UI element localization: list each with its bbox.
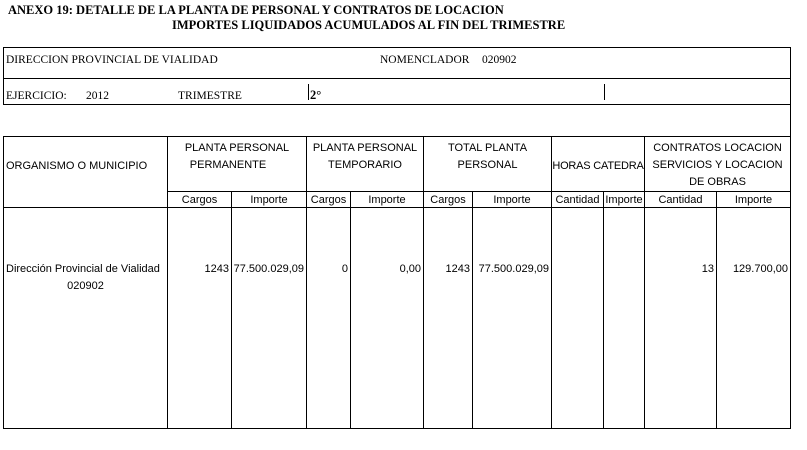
info-box-top-border: [3, 47, 790, 48]
info-box-row-divider-2: [3, 104, 790, 105]
ejercicio-value: 2012: [86, 90, 109, 102]
report-subtitle: IMPORTES LIQUIDADOS ACUMULADOS AL FIN DEL TRIMESTRE: [172, 18, 566, 32]
subheader-horas-cantidad: Cantidad: [555, 194, 600, 206]
trimestre-value: 2°: [310, 88, 322, 102]
col-border-horas-importe: [603, 191, 604, 429]
subheader-contr-importe: Importe: [734, 194, 773, 206]
ejercicio-label: EJERCICIO:: [6, 90, 67, 102]
col-border-total: [423, 136, 424, 429]
header-temporario-line2: TEMPORARIO: [328, 159, 402, 171]
subheader-total-cargos: Cargos: [430, 194, 466, 206]
cell-contr-cantidad: 13: [701, 263, 714, 275]
header-contratos-line1: CONTRATOS LOCACION: [653, 142, 782, 154]
cell-total-importe: 77.500.029,09: [478, 263, 549, 275]
header-temporario-line1: PLANTA PERSONAL: [312, 142, 418, 154]
trimestre-divider: [308, 84, 309, 100]
table-header-bottom: [3, 207, 791, 208]
col-border-temp-importe: [350, 191, 351, 429]
header-permanente-line2: PERMANENTE: [189, 159, 267, 171]
info-box-row-divider: [3, 78, 790, 79]
header-permanente-line1: PLANTA PERSONAL: [184, 142, 290, 154]
organismo-name: DIRECCION PROVINCIAL DE VIALIDAD: [6, 54, 218, 66]
col-border-temp: [306, 136, 307, 429]
cell-temp-cargos: 0: [341, 263, 348, 275]
header-horas: HORAS CATEDRA: [552, 160, 644, 172]
row-organismo-line1: Dirección Provincial de Vialidad: [6, 263, 160, 275]
header-contratos-line2: SERVICIOS Y LOCACION: [652, 159, 783, 171]
header-organismo: ORGANISMO O MUNICIPIO: [6, 160, 148, 172]
info-box-left-border: [3, 47, 4, 104]
report-title: ANEXO 19: DETALLE DE LA PLANTA DE PERSONAL Y CONTRATOS DE LOCACION: [8, 3, 504, 17]
subheader-perm-cargos: Cargos: [181, 194, 218, 206]
row-organismo-line2: 020902: [67, 280, 104, 292]
nomenclador-label: NOMENCLADOR: [380, 54, 470, 66]
col-border-right: [790, 136, 791, 429]
col-border-horas: [551, 136, 552, 429]
subheader-total-importe: Importe: [493, 194, 531, 206]
cell-contr-importe: 129.700,00: [732, 263, 788, 275]
subheader-temp-importe: Importe: [368, 194, 406, 206]
cell-perm-cargos: 1243: [204, 263, 229, 275]
trimestre-end-divider: [604, 84, 605, 100]
subheader-perm-importe: Importe: [250, 194, 288, 206]
table-bottom-border: [3, 428, 791, 429]
header-total-line2: PERSONAL: [457, 159, 518, 171]
col-border-perm-importe: [231, 191, 232, 429]
cell-total-cargos: 1243: [445, 263, 470, 275]
trimestre-label: TRIMESTRE: [178, 90, 242, 102]
cell-perm-importe: 77.500.029,09: [233, 263, 304, 275]
col-border-contr-importe: [716, 191, 717, 429]
table-top-border: [3, 136, 791, 137]
subheader-temp-cargos: Cargos: [310, 194, 347, 206]
subheader-contr-cantidad: Cantidad: [658, 194, 703, 206]
col-border-total-importe: [472, 191, 473, 429]
col-border-organismo: [167, 136, 168, 429]
header-contratos-line3: DE OBRAS: [689, 176, 746, 188]
nomenclador-value: 020902: [482, 54, 517, 66]
header-total-line1: TOTAL PLANTA: [447, 142, 528, 154]
table-subheader-top: [167, 191, 791, 192]
cell-temp-importe: 0,00: [399, 263, 421, 275]
info-box-right-border: [790, 47, 791, 136]
subheader-horas-importe: Importe: [605, 194, 643, 206]
